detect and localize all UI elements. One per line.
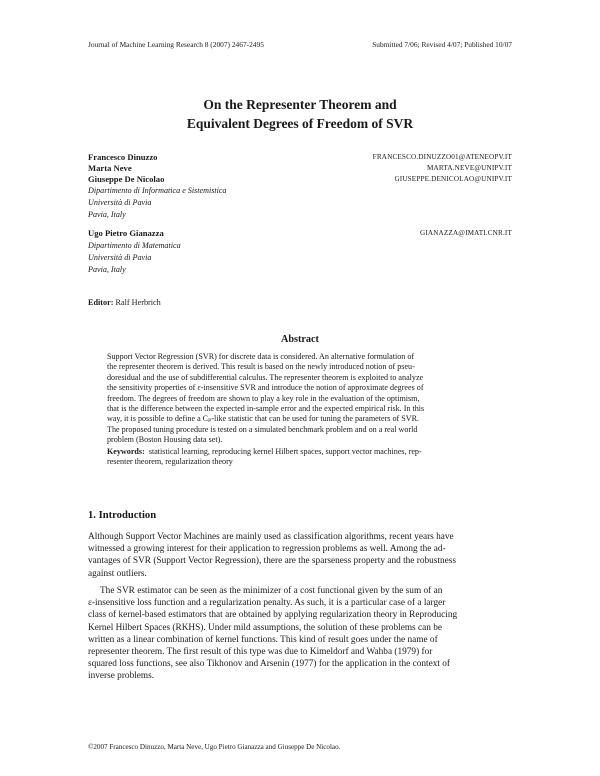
abstract-line: the sensitivity properties of ε-insensitive SVR and introduce the notion of approximate degrees of <box>107 383 424 393</box>
editor-label: Editor: <box>88 298 114 307</box>
paragraph-line: Although Support Vector Machines are mainly used as classification algorithms, recent years have <box>88 532 454 542</box>
submission-dates: Submitted 7/06; Revised 4/07; Published 10/07 <box>372 40 512 49</box>
author-name: Giuseppe De Nicolao <box>88 174 165 184</box>
keywords-label: Keywords: <box>107 447 145 456</box>
affiliation-location: Pavia, Italy <box>88 265 126 274</box>
abstract-line: the representer theorem is derived. This result is based on the newly introduced notion of pseu- <box>107 362 415 372</box>
paragraph-line: written as a linear combination of kernel functions. This kind of result goes under the name of <box>88 634 438 645</box>
affiliation-department: Dipartimento di Matematica <box>88 241 181 250</box>
author-name: Ugo Pietro Gianazza <box>88 228 164 238</box>
abstract-line: way, it is possible to define a Cₚ-like statistic that can be used for tuning the parameters of SVR. <box>107 414 420 424</box>
paper-title-line-1: On the Representer Theorem and <box>203 97 397 112</box>
keywords-text: resenter theorem, regularization theory <box>107 457 233 467</box>
paragraph-line: vantages of SVR (Support Vector Regression), there are the sparseness property and the robustness <box>88 556 456 567</box>
journal-header: Journal of Machine Learning Research 8 (2007) 2467-2495 <box>88 40 264 49</box>
paragraph-line: class of kernel-based estimators that are obtained by applying regularization theory in Reproducing <box>88 610 458 621</box>
author-email: GIANAZZA@IMATI.CNR.IT <box>419 229 512 237</box>
intro-paragraph-2 <box>88 585 512 683</box>
abstract-line: that is the difference between the expected in-sample error and the expected empirical risk. In this <box>107 403 425 413</box>
section-heading: 1. Introduction <box>88 510 157 521</box>
author-email: GIUSEPPE.DENICOLAO@UNIPV.IT <box>394 175 512 183</box>
author-name: Marta Neve <box>88 163 132 173</box>
affiliation-department: Dipartimento di Informatica e Sistemistica <box>88 186 227 195</box>
paragraph-line: witnessed a growing interest for their application to regression problems as well. Among the ad- <box>88 544 446 555</box>
paragraph-line: representer theorem. The first result of this type was due to Kimeldorf and Wahba (1979) for <box>88 646 433 657</box>
author-name: Francesco Dinuzzo <box>88 152 158 162</box>
paragraph-line: against outliers. <box>88 568 147 579</box>
author-email: FRANCESCO.DINUZZO01@ATENEOPV.IT <box>372 153 512 161</box>
abstract-line: doresidual and the use of subdifferential calculus. The representer theorem is exploited to analyze <box>107 372 424 382</box>
intro-paragraph-1 <box>88 531 512 580</box>
author-email: MARTA.NEVE@UNIPV.IT <box>427 164 512 172</box>
copyright-footer: ©2007 Francesco Dinuzzo, Marta Neve, Ugo Pietro Gianazza and Giuseppe De Nicolao. <box>88 743 341 751</box>
abstract-line: Support Vector Regression (SVR) for discrete data is considered. An alternative formulation of <box>107 352 415 361</box>
paragraph-line: ε-insensitive loss function and a regularization penalty. As such, it is a particular case of a larger <box>88 598 446 609</box>
paragraph-line: inverse problems. <box>88 671 155 682</box>
keywords-text: statistical learning, reproducing kernel Hilbert spaces, support vector machines, rep- <box>148 447 422 456</box>
keywords <box>107 447 493 468</box>
paragraph-line: Kernel Hilbert Spaces (RKHS). Under mild assumptions, the solution of these problems can be <box>88 622 442 633</box>
editor-line <box>88 298 161 307</box>
affiliation-university: Università di Pavia <box>88 253 152 262</box>
abstract-line: problem (Boston Housing data set). <box>107 435 223 445</box>
affiliation-location: Pavia, Italy <box>88 210 126 219</box>
abstract-heading: Abstract <box>281 334 319 345</box>
paragraph-line: The SVR estimator can be seen as the minimizer of a cost functional given by the sum of an <box>100 586 443 596</box>
editor-name: Ralf Herbrich <box>115 298 161 307</box>
abstract-line: freedom. The degrees of freedom are shown to play a key role in the evaluation of the optimism, <box>107 393 420 403</box>
abstract-line: The proposed tuning procedure is tested on a simulated benchmark problem and on a real world <box>107 424 418 434</box>
affiliation-university: Università di Pavia <box>88 198 152 207</box>
paper-title-line-2: Equivalent Degrees of Freedom of SVR <box>186 116 414 131</box>
abstract-body <box>107 352 493 446</box>
paragraph-line: squared loss functions, see also Tikhonov and Arsenin (1977) for the application in the context of <box>88 659 451 670</box>
